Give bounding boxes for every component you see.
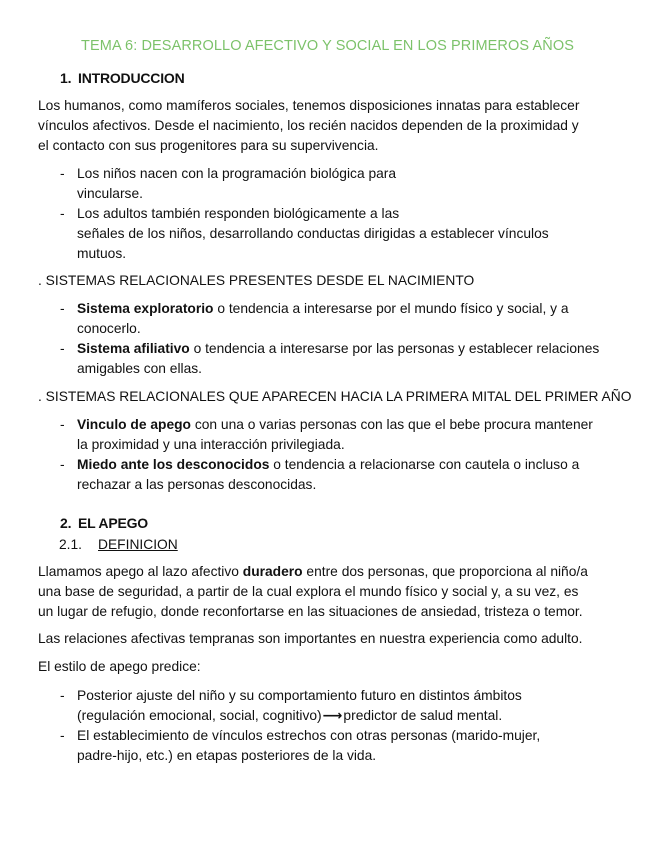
definition-pre: Llamamos apego al lazo afectivo	[38, 564, 243, 579]
system-item-term: Sistema afiliativo	[77, 341, 190, 356]
section-1-title: INTRODUCCION	[78, 70, 185, 86]
bullet-dash: -	[60, 417, 65, 432]
system-item-cont: amigables con ellas.	[77, 361, 203, 376]
subsection-heading	[59, 535, 178, 555]
bullet-1-line-1: Los niños nacen con la programación biológica para	[77, 166, 397, 181]
bullet-1-line-2: vincularse.	[77, 186, 143, 201]
bullet-dash: -	[60, 301, 65, 316]
systems-first-half-heading: . SISTEMAS RELACIONALES QUE APARECEN HACIA LA PRIMERA MITAL DEL PRIMER AÑO	[38, 389, 632, 404]
subsection-title: DEFINICION	[98, 537, 178, 552]
subsection-number: 2.1.	[59, 537, 83, 552]
bullet-2-line-1: Los adultos también responden biológicamente a las	[77, 206, 400, 221]
system-item	[77, 415, 593, 435]
definition-line-1	[38, 562, 588, 582]
system-item-desc: o tendencia a relacionarse con cautela o incluso a	[269, 457, 580, 472]
bullet-dash: -	[60, 728, 65, 743]
bullet-2-line-2: señales de los niños, desarrollando conductas dirigidas a establecer vínculos	[77, 226, 549, 241]
predict-2-line-1: El establecimiento de vínculos estrechos con otras personas (marido-mujer,	[77, 728, 541, 743]
bullet-2-line-3: mutuos.	[77, 246, 127, 261]
system-item	[77, 455, 579, 475]
intro-line-1: Los humanos, como mamíferos sociales, tenemos disposiciones innatas para establecer	[38, 98, 580, 113]
arrow-right-icon: ⟶	[322, 708, 343, 723]
system-item-term: Vinculo de apego	[77, 417, 191, 432]
document-title: TEMA 6: DESARROLLO AFECTIVO Y SOCIAL EN LOS PRIMEROS AÑOS	[81, 38, 574, 54]
system-item	[77, 339, 599, 359]
paragraph-relations: Las relaciones afectivas tempranas son importantes en nuestra experiencia como adulto.	[38, 631, 583, 646]
section-1-heading	[60, 70, 184, 86]
intro-line-3: el contacto con sus progenitores para su supervivencia.	[38, 138, 379, 153]
definition-bold: duradero	[242, 564, 303, 579]
bullet-dash: -	[60, 341, 65, 356]
system-item-desc: con una o varias personas con las que el bebe procura mantener	[190, 417, 593, 432]
predict-1-line-2	[77, 706, 502, 726]
paragraph-predicts: El estilo de apego predice:	[38, 659, 201, 674]
predict-2-line-2: padre-hijo, etc.) en etapas posteriores de la vida.	[77, 748, 377, 763]
system-item-desc: o tendencia a interesarse por el mundo físico y social, y a	[213, 301, 569, 316]
predict-1-line-1: Posterior ajuste del niño y su comportamiento futuro en distintos ámbitos	[77, 688, 522, 703]
predict-1-text-a: (regulación emocional, social, cognitivo)	[77, 708, 322, 723]
definition-line-3: un lugar de refugio, donde reconfortarse en las situaciones de ansiedad, tristeza o temor.	[38, 604, 583, 619]
bullet-dash: -	[60, 166, 65, 181]
bullet-dash: -	[60, 206, 65, 221]
system-item-term: Sistema exploratorio	[77, 301, 214, 316]
systems-birth-heading: . SISTEMAS RELACIONALES PRESENTES DESDE EL NACIMIENTO	[38, 273, 475, 288]
predict-1-text-b: predictor de salud mental.	[343, 708, 503, 723]
section-2-title: EL APEGO	[78, 515, 148, 531]
system-item-cont: la proximidad y una interacción privilegiada.	[77, 437, 345, 452]
section-1-number: 1.	[60, 70, 72, 86]
bullet-dash: -	[60, 688, 65, 703]
system-item-desc: o tendencia a interesarse por las personas y establecer relaciones	[189, 341, 600, 356]
system-item-term: Miedo ante los desconocidos	[77, 457, 270, 472]
system-item-cont: rechazar a las personas desconocidas.	[77, 477, 317, 492]
section-2-heading	[60, 515, 148, 531]
section-2-number: 2.	[60, 515, 72, 531]
bullet-dash: -	[60, 457, 65, 472]
intro-line-2: vínculos afectivos. Desde el nacimiento, los recién nacidos dependen de la proximidad y	[38, 118, 579, 133]
definition-post: entre dos personas, que proporciona al niño/a	[302, 564, 588, 579]
system-item-cont: conocerlo.	[77, 321, 141, 336]
definition-line-2: una base de seguridad, a partir de la cual explora el mundo físico y social y, a su vez, es	[38, 584, 579, 599]
system-item	[77, 299, 569, 319]
